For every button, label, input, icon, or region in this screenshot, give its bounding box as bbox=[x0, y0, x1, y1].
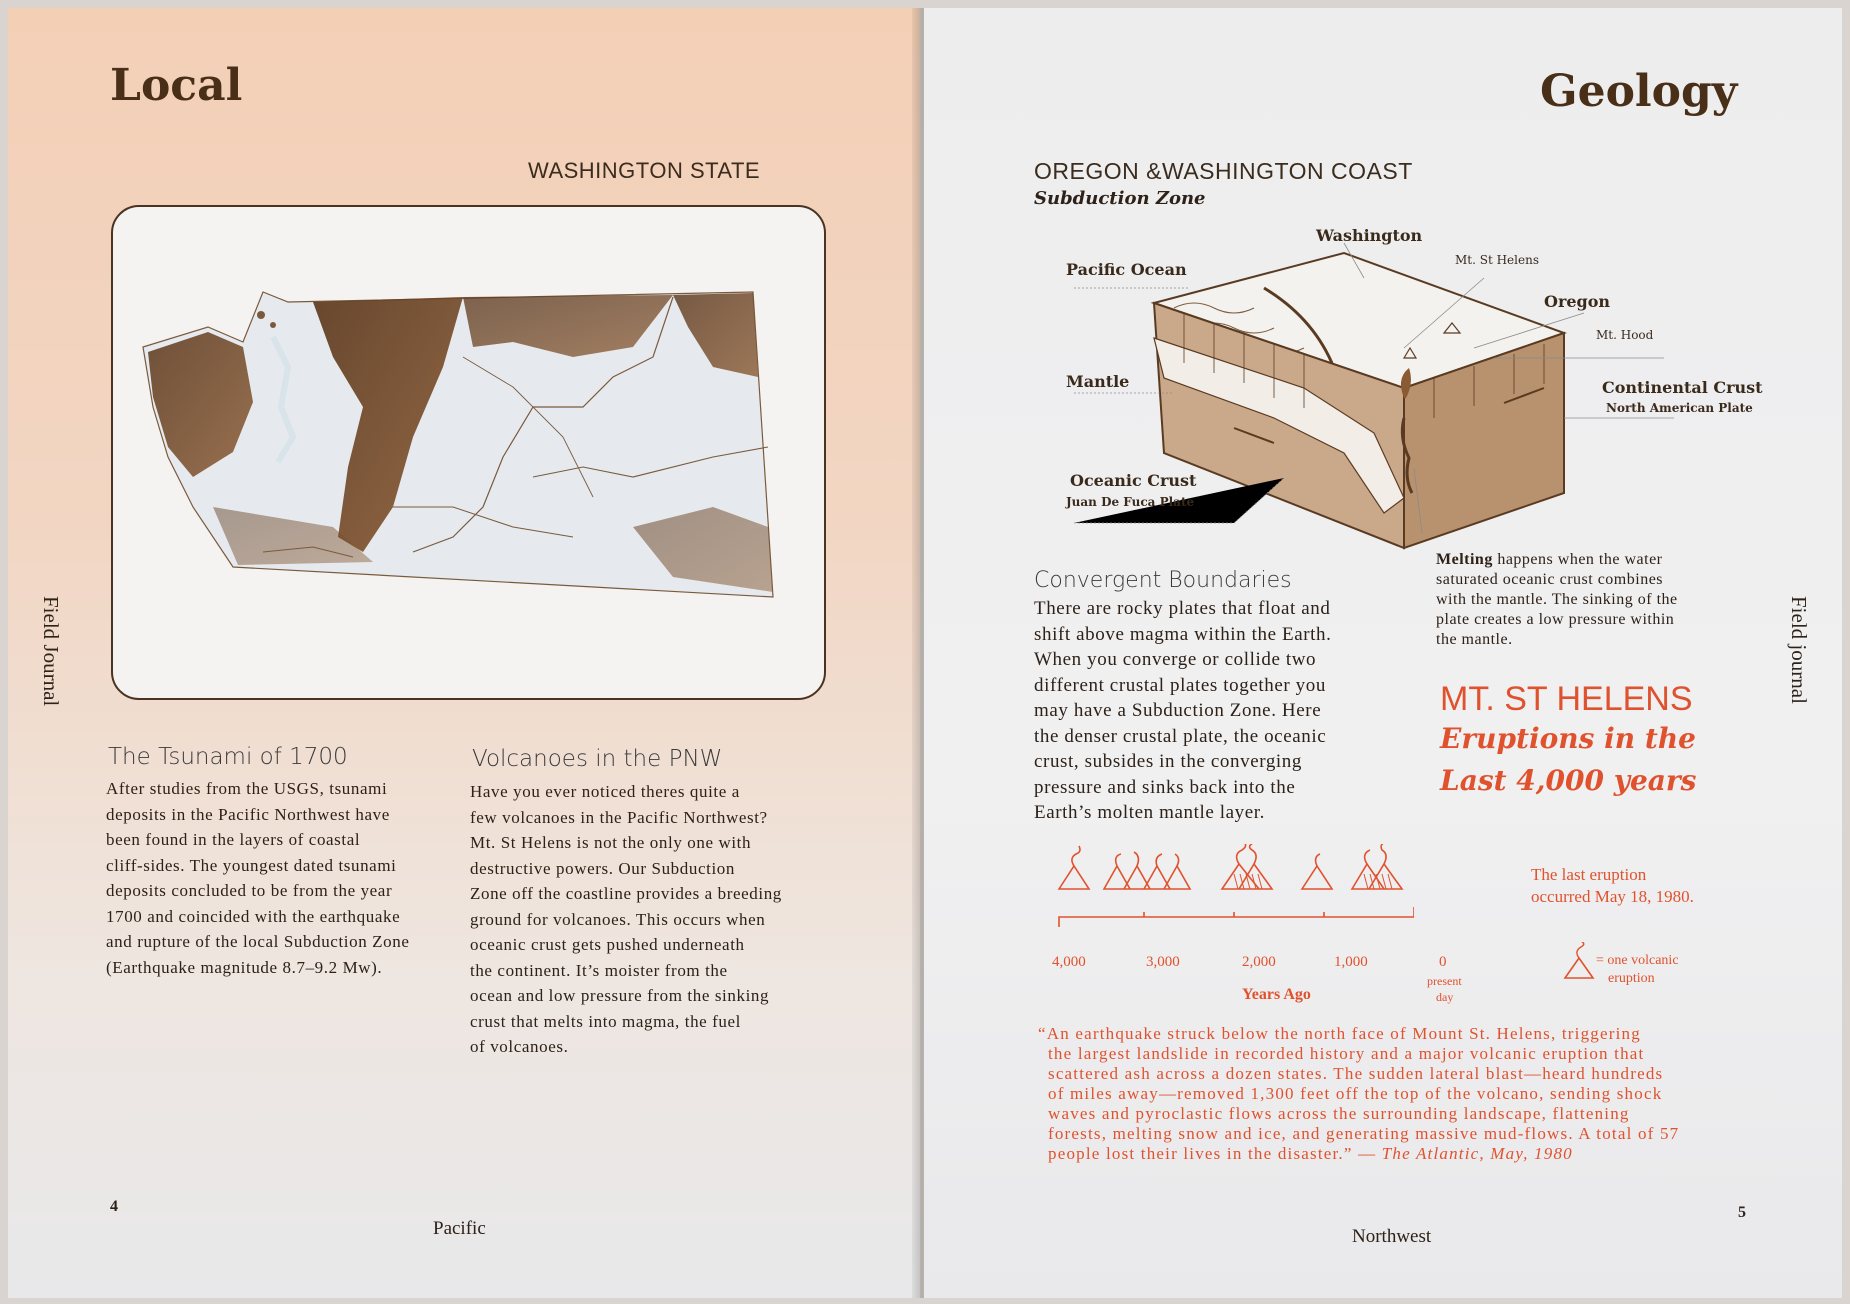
quote-line: forests, melting snow and ice, and generating massive mud-flows. A total of 57 bbox=[1048, 1124, 1680, 1143]
tsunami-line: deposits in the Pacific Northwest have bbox=[106, 804, 390, 824]
melting-line: with the mantle. The sinking of the bbox=[1436, 591, 1678, 608]
label-oregon: Oregon bbox=[1544, 292, 1611, 311]
eruptions-sub1: Eruptions in the bbox=[1440, 722, 1696, 755]
volcanoes-heading: Volcanoes in the PNW bbox=[472, 746, 723, 772]
convergent-line: crust, subsides in the converging bbox=[1034, 751, 1302, 772]
convergent-line: shift above magma within the Earth. bbox=[1034, 623, 1332, 645]
convergent-line: Earth’s molten mantle layer. bbox=[1034, 802, 1266, 823]
volcanoes-text bbox=[470, 779, 830, 1060]
volcanoes-line: Mt. St Helens is not the only one with bbox=[470, 833, 752, 852]
convergent-line: may have a Subduction Zone. Here bbox=[1034, 700, 1322, 721]
label-oceanic-crust: Oceanic Crust bbox=[1070, 471, 1197, 490]
page-title-local: Local bbox=[110, 60, 243, 111]
section-heading: OREGON &WASHINGTON COAST bbox=[1034, 158, 1413, 184]
label-pacific-ocean: Pacific Ocean bbox=[1066, 260, 1187, 279]
day-label: day bbox=[1436, 990, 1454, 1004]
side-label-left: Field Journal bbox=[39, 596, 63, 707]
tick-label: 3,000 bbox=[1146, 954, 1180, 970]
convergent-text bbox=[1034, 596, 1394, 826]
subduction-block-diagram bbox=[1074, 238, 1674, 568]
tick-label: 0 bbox=[1439, 954, 1447, 970]
atlantic-quote bbox=[1038, 1024, 1798, 1164]
quote-line: “An earthquake struck below the north face of Mount St. Helens, triggering bbox=[1038, 1024, 1641, 1043]
page-title-geology: Geology bbox=[1540, 66, 1738, 117]
label-mt-hood: Mt. Hood bbox=[1596, 328, 1654, 342]
volcanoes-line: ocean and low pressure from the sinking bbox=[470, 986, 770, 1005]
volcanoes-line: few volcanoes in the Pacific Northwest? bbox=[470, 807, 768, 827]
eruption-timeline bbox=[1054, 844, 1414, 934]
convergent-line: the denser crustal plate, the oceanic bbox=[1034, 725, 1327, 747]
quote-line: of miles away—removed 1,300 feet off the top of the volcano, sending shock bbox=[1048, 1084, 1663, 1103]
melting-line: saturated oceanic crust combines bbox=[1436, 571, 1664, 588]
legend-text bbox=[1596, 952, 1679, 988]
convergent-line: When you converge or collide two bbox=[1034, 649, 1317, 670]
volcanoes-line: Have you ever noticed theres quite a bbox=[470, 782, 740, 801]
melting-line: plate creates a low pressure within bbox=[1436, 611, 1675, 628]
footer-right: Northwest bbox=[1352, 1226, 1432, 1247]
last-eruption-note bbox=[1531, 864, 1694, 908]
tsunami-line: deposits concluded to be from the year bbox=[106, 881, 393, 900]
eruptions-sub2: Last 4,000 years bbox=[1440, 764, 1697, 797]
label-mt-st-helens: Mt. St Helens bbox=[1455, 253, 1539, 267]
right-page bbox=[924, 8, 1842, 1298]
side-label-right: Field journal bbox=[1787, 596, 1811, 704]
melting-note bbox=[1436, 550, 1746, 650]
convergent-heading: Convergent Boundaries bbox=[1034, 568, 1292, 593]
axis-label-years-ago: Years Ago bbox=[1242, 986, 1311, 1003]
eruptions-heading: MT. ST HELENS bbox=[1440, 680, 1693, 718]
quote-source: The Atlantic, May, 1980 bbox=[1381, 1144, 1573, 1163]
label-mantle: Mantle bbox=[1066, 372, 1130, 391]
quote-line: the largest landslide in recorded history and a major volcanic eruption that bbox=[1048, 1044, 1645, 1063]
legend-line: eruption bbox=[1608, 971, 1655, 986]
last-eruption-line: occurred May 18, 1980. bbox=[1531, 887, 1694, 906]
quote-line: scattered ash across a dozen states. The sudden lateral blast—heard hundreds bbox=[1048, 1064, 1664, 1083]
present-label: present bbox=[1427, 974, 1462, 988]
tsunami-heading: The Tsunami of 1700 bbox=[108, 744, 348, 770]
tsunami-line: cliff-sides. The youngest dated tsunami bbox=[106, 855, 397, 875]
section-subheading: Subduction Zone bbox=[1034, 188, 1206, 209]
volcanoes-line: ground for volcanoes. This occurs when bbox=[470, 909, 766, 929]
convergent-line: There are rocky plates that float and bbox=[1034, 598, 1331, 619]
tick-label: 1,000 bbox=[1334, 954, 1368, 970]
last-eruption-line: The last eruption bbox=[1531, 865, 1647, 884]
tsunami-line: and rupture of the local Subduction Zone bbox=[106, 932, 410, 951]
washington-relief-map bbox=[113, 207, 824, 698]
label-north-american-plate: North American Plate bbox=[1606, 401, 1753, 415]
label-continental-crust: Continental Crust bbox=[1602, 378, 1763, 397]
convergent-line: different crustal plates together you bbox=[1034, 674, 1326, 696]
volcanoes-line: Zone off the coastline provides a breeding bbox=[470, 884, 782, 903]
volcanoes-line: destructive powers. Our Subduction bbox=[470, 858, 735, 878]
left-page bbox=[8, 8, 920, 1298]
volcanoes-line: the continent. It’s moister from the bbox=[470, 960, 728, 980]
page-number-left: 4 bbox=[110, 1198, 118, 1215]
tick-label: 2,000 bbox=[1242, 954, 1276, 970]
convergent-line: pressure and sinks back into the bbox=[1034, 776, 1296, 798]
volcanoes-line: oceanic crust gets pushed underneath bbox=[470, 935, 745, 954]
footer-left: Pacific bbox=[433, 1218, 486, 1239]
tsunami-line: been found in the layers of coastal bbox=[106, 830, 361, 849]
melting-bold: Melting bbox=[1436, 551, 1493, 568]
washington-map bbox=[111, 205, 826, 700]
label-juan-de-fuca-plate: Juan De Fuca Plate bbox=[1066, 495, 1195, 509]
map-heading: WASHINGTON STATE bbox=[528, 158, 761, 183]
volcanoes-line: of volcanoes. bbox=[470, 1037, 569, 1056]
legend-line: = one volcanic bbox=[1596, 953, 1679, 968]
tsunami-text bbox=[106, 776, 466, 980]
melting-line: the mantle. bbox=[1436, 631, 1513, 648]
quote-line: waves and pyroclastic flows across the surrounding landscape, flattening bbox=[1048, 1104, 1630, 1123]
volcano-legend-icon bbox=[1562, 942, 1596, 982]
tsunami-line: (Earthquake magnitude 8.7–9.2 Mw). bbox=[106, 957, 383, 977]
tsunami-line: 1700 and coincided with the earthquake bbox=[106, 906, 401, 926]
tick-label: 4,000 bbox=[1052, 954, 1086, 970]
timeline-axis bbox=[1052, 952, 1512, 1012]
tsunami-line: After studies from the USGS, tsunami bbox=[106, 779, 388, 798]
volcanoes-line: crust that melts into magma, the fuel bbox=[470, 1011, 741, 1031]
page-number-right: 5 bbox=[1738, 1204, 1746, 1221]
melting-line: happens when the water bbox=[1492, 551, 1663, 568]
quote-line: people lost their lives in the disaster.” — bbox=[1048, 1144, 1382, 1163]
label-washington: Washington bbox=[1316, 226, 1423, 245]
